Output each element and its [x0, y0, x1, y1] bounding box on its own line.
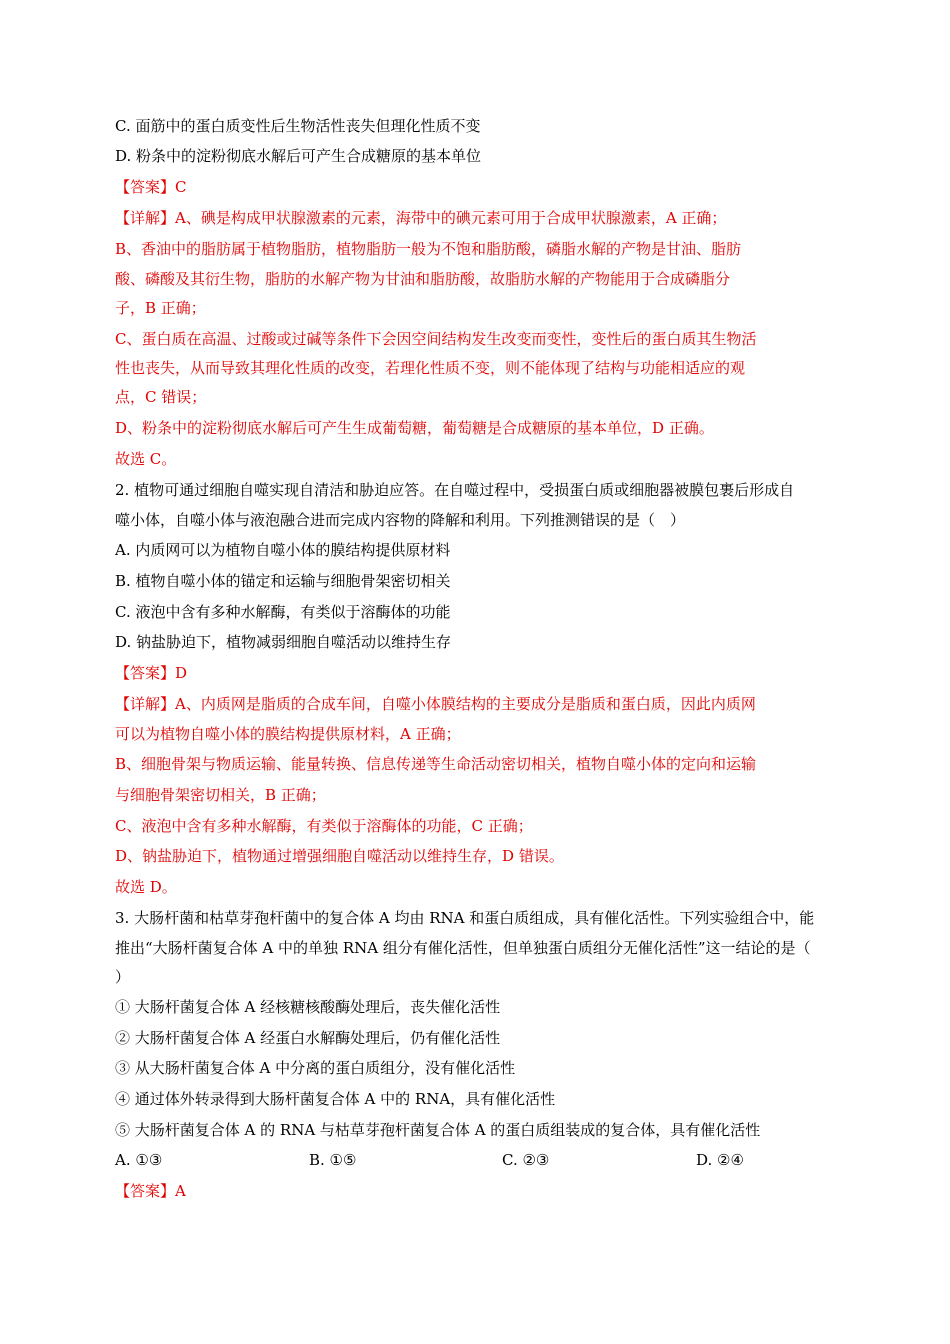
q1-explain-line: 点，C 错误； — [115, 388, 207, 406]
q3-choice-d: D. ②④ — [696, 1151, 744, 1169]
q1-explain-line: B、香油中的脂肪属于植物脂肪，植物脂肪一般为不饱和脂肪酸，磷脂水解的产物是甘油、脂肪 — [115, 240, 742, 258]
q2-explain-line: B、细胞骨架与物质运输、能量转换、信息传递等生命活动密切相关，植物自噬小体的定向和运输 — [115, 755, 757, 773]
q3-stem-line: ） — [115, 968, 131, 986]
q3-stem-line: 推出“大肠杆菌复合体 A 中的单独 RNA 组分有催化活性，但单独蛋白质组分无催化活性”这一结论的是（ — [115, 939, 811, 957]
q2-option-a: A. 内质网可以为植物自噬小体的膜结构提供原材料 — [115, 541, 451, 559]
q1-explain-line: 性也丧失，从而导致其理化性质的改变，若理化性质不变，则不能体现了结构与功能相适应的观 — [115, 359, 746, 377]
q1-option-d: D. 粉条中的淀粉彻底水解后可产生合成糖原的基本单位 — [115, 147, 482, 165]
q3-statement: ⑤ 大肠杆菌复合体 A 的 RNA 与枯草芽孢杆菌复合体 A 的蛋白质组装成的复合体，具有催化活性 — [115, 1121, 761, 1139]
q3-answer: 【答案】A — [115, 1182, 186, 1200]
q3-statement: ② 大肠杆菌复合体 A 经蛋白水解酶处理后，仍有催化活性 — [115, 1029, 501, 1047]
q3-choice-b: B. ①⑤ — [309, 1151, 357, 1169]
q2-explain-line: 【详解】A、内质网是脂质的合成车间，自噬小体膜结构的主要成分是脂质和蛋白质，因此内质网 — [115, 695, 756, 713]
q2-explain-line: 可以为植物自噬小体的膜结构提供原材料，A 正确； — [115, 725, 461, 743]
q3-stem-line: 3. 大肠杆菌和枯草芽孢杆菌中的复合体 A 均由 RNA 和蛋白质组成，具有催化活性。下列实验组合中，能 — [115, 909, 815, 927]
q1-explain-line: 【详解】A、碘是构成甲状腺激素的元素，海带中的碘元素可用于合成甲状腺激素，A 正确； — [115, 209, 727, 227]
q1-explain-line: D、粉条中的淀粉彻底水解后可产生生成葡萄糖，葡萄糖是合成糖原的基本单位，D 正确。 — [115, 419, 714, 437]
q2-option-b: B. 植物自噬小体的锚定和运输与细胞骨架密切相关 — [115, 572, 451, 590]
q2-answer: 【答案】D — [115, 664, 188, 682]
q3-statement: ① 大肠杆菌复合体 A 经核糖核酸酶处理后，丧失催化活性 — [115, 998, 501, 1016]
q1-explain-line: C、蛋白质在高温、过酸或过碱等条件下会因空间结构发生改变而变性，变性后的蛋白质其生物活 — [115, 330, 757, 348]
q1-explain-line: 酸、磷酸及其衍生物，脂肪的水解产物为甘油和脂肪酸，故脂肪水解的产物能用于合成磷脂分 — [115, 270, 731, 288]
q3-choice-a: A. ①③ — [115, 1151, 163, 1169]
q2-stem-line: 2. 植物可通过细胞自噬实现自清洁和胁迫应答。在自噬过程中，受损蛋白质或细胞器被膜包裹后形成自 — [115, 481, 795, 499]
q2-option-d: D. 钠盐胁迫下，植物减弱细胞自噬活动以维持生存 — [115, 633, 452, 651]
q2-conclusion: 故选 D。 — [115, 878, 177, 896]
q1-conclusion: 故选 C。 — [115, 450, 177, 468]
q3-choice-c: C. ②③ — [502, 1151, 550, 1169]
q1-option-c: C. 面筋中的蛋白质变性后生物活性丧失但理化性质不变 — [115, 117, 481, 135]
q2-stem-line: 噬小体，自噬小体与液泡融合进而完成内容物的降解和利用。下列推测错误的是（ ） — [115, 511, 686, 529]
q2-option-c: C. 液泡中含有多种水解酶，有类似于溶酶体的功能 — [115, 603, 451, 621]
q2-explain-line: D、钠盐胁迫下，植物通过增强细胞自噬活动以维持生存，D 错误。 — [115, 847, 564, 865]
q3-statement: ③ 从大肠杆菌复合体 A 中分离的蛋白质组分，没有催化活性 — [115, 1059, 516, 1077]
q1-answer: 【答案】C — [115, 178, 187, 196]
q1-explain-line: 子，B 正确； — [115, 299, 206, 317]
q2-explain-line: C、液泡中含有多种水解酶，有类似于溶酶体的功能，C 正确； — [115, 817, 533, 835]
q2-explain-line: 与细胞骨架密切相关，B 正确； — [115, 786, 326, 804]
q3-statement: ④ 通过体外转录得到大肠杆菌复合体 A 中的 RNA，具有催化活性 — [115, 1090, 556, 1108]
